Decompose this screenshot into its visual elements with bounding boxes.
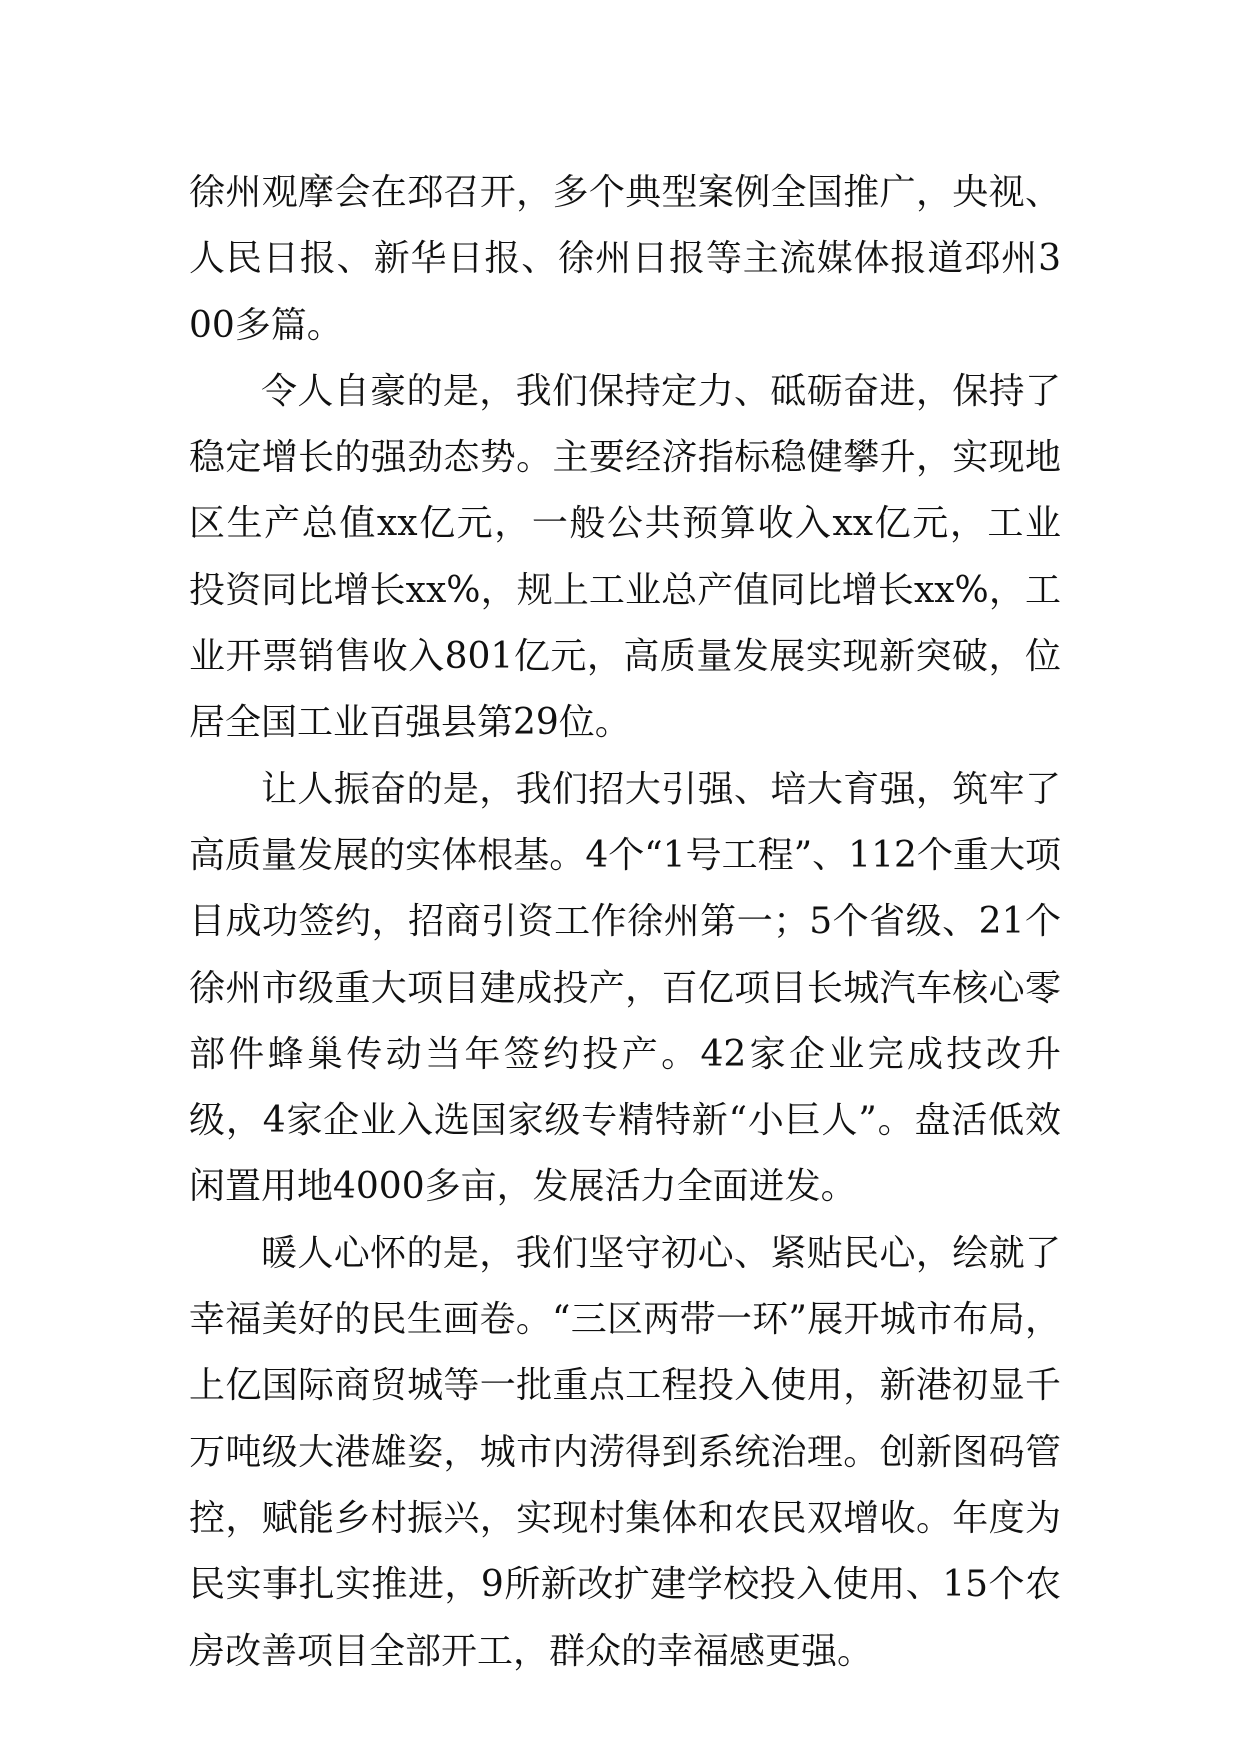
- document-body: [189, 160, 1061, 1685]
- paragraph-livelihood: 暖人心怀的是，我们坚守初心、紧贴民心，绘就了幸福美好的民生画卷。“三区两带一环”展开城市布局，上亿国际商贸城等一批重点工程投入使用，新港初显千万吨级大港雄姿，城市内涝得到系统治理。创新图码管控，赋能乡村振兴，实现村集体和农民双增收。年度为民实事扎实推进，9所新改扩建学校投入使用、15个农房改善项目全部开工，群众的幸福感更强。: [189, 1232, 1061, 1672]
- paragraph-continued: 徐州观摩会在邳召开，多个典型案例全国推广，央视、人民日报、新华日报、徐州日报等主流媒体报道邳州300多篇。: [189, 172, 1061, 346]
- paragraph-economy: 令人自豪的是，我们保持定力、砥砺奋进，保持了稳定增长的强劲态势。主要经济指标稳健攀升，实现地区生产总值xx亿元，一般公共预算收入xx亿元，工业投资同比增长xx%，规上工业总产值同比增长xx%，工业开票销售收入801亿元，高质量发展实现新突破，位居全国工业百强县第29位。: [189, 370, 1061, 744]
- paragraph-investment: 让人振奋的是，我们招大引强、培大育强，筑牢了高质量发展的实体根基。4个“1号工程”、112个重大项目成功签约，招商引资工作徐州第一；5个省级、21个徐州市级重大项目建成投产，百亿项目长城汽车核心零部件蜂巢传动当年签约投产。42家企业完成技改升级，4家企业入选国家级专精特新“小巨人”。盘活低效闲置用地4000多亩，发展活力全面迸发。: [189, 768, 1061, 1208]
